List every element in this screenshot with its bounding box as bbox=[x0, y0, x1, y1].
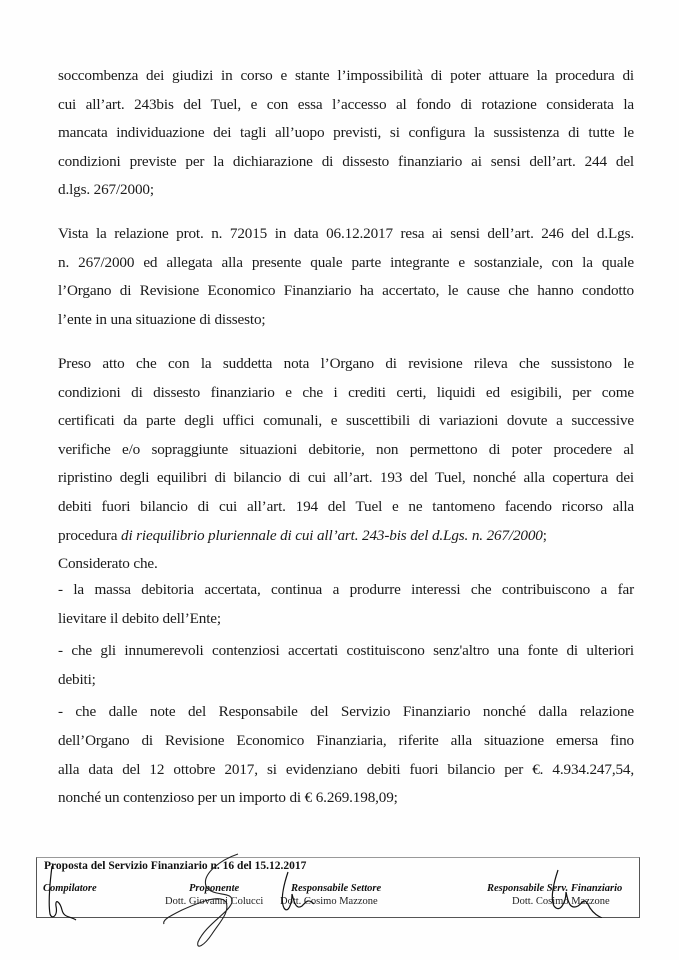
name-responsabile-finanziario: Dott. Cosimo Mazzone bbox=[512, 896, 610, 907]
text-line: condizioni previste per la dichiarazione di dissesto finanziario ai sensi dell’art. 244 del bbox=[58, 152, 634, 170]
role-compilatore: Compilatore bbox=[43, 883, 97, 894]
proposal-title: Proposta del Servizio Finanziario n. 16 del 15.12.2017 bbox=[44, 860, 307, 872]
text-line: cui all’art. 243bis del Tuel, e con essa l’accesso al fondo di rotazione considerata la bbox=[58, 95, 634, 113]
section-heading: Considerato che. bbox=[58, 555, 158, 572]
text-line: soccombenza dei giudizi in corso e stante l’impossibilità di poter attuare la procedura di bbox=[58, 67, 634, 84]
list-item bbox=[58, 576, 634, 633]
text-line: debiti; bbox=[58, 670, 96, 688]
text-line: ripristino degli equilibri di bilancio di cui all’art. 193 del Tuel, nonché alla copertura dei bbox=[58, 469, 634, 487]
text-line: condizioni di dissesto finanziario e che i crediti certi, liquidi ed esigibili, per come bbox=[58, 383, 634, 401]
role-responsabile-finanziario: Responsabile Serv. Finanziario bbox=[487, 883, 623, 894]
text-line-mixed bbox=[58, 522, 634, 551]
text-line: dell’Organo di Revisione Economico Finanziaria, riferite alla situazione emersa fino bbox=[58, 731, 634, 749]
text-line: nonché un contenzioso per un importo di € 6.269.198,09; bbox=[58, 789, 398, 807]
role-responsabile-settore: Responsabile Settore bbox=[291, 883, 382, 894]
name-responsabile-settore: Dott. Cosimo Mazzone bbox=[280, 896, 378, 907]
text-line: alla data del 12 ottobre 2017, si evidenziano debiti fuori bilancio per €. 4.934.247,54, bbox=[58, 760, 634, 778]
text-prefix: procedura bbox=[58, 526, 122, 544]
list-item bbox=[58, 637, 634, 694]
text-line: lievitare il debito dell’Ente; bbox=[58, 609, 221, 627]
text-suffix: ; bbox=[542, 526, 547, 544]
text-line: n. 267/2000 ed allegata alla presente quale parte integrante e sostanziale, con la quale bbox=[58, 253, 634, 271]
text-line: debiti fuori bilancio di cui all’art. 194 del Tuel e ne tantomeno facendo ricorso alla bbox=[58, 497, 634, 515]
proposal-signature-box bbox=[36, 857, 640, 918]
text-line: Preso atto che con la suddetta nota l’Organo di revisione rileva che sussistono le bbox=[58, 355, 634, 372]
text-line: mancata individuazione dei tagli all’uopo previsti, si configura la sussistenza di tutte le bbox=[58, 124, 634, 142]
text-line: l’Organo di Revisione Economico Finanziario ha accertato, le cause che hanno condotto bbox=[58, 282, 634, 300]
role-proponente: Proponente bbox=[189, 883, 240, 894]
text-line: - la massa debitoria accertata, continua a produrre interessi che contribuiscono a far bbox=[58, 581, 634, 598]
text-line: certificati da parte degli uffici comunali, e suscettibili di variazioni dovute a successive bbox=[58, 412, 634, 430]
text-line: - che gli innumerevoli contenziosi accertati costituiscono senz'altro una fonte di ulteriori bbox=[58, 642, 634, 660]
text-line: Vista la relazione prot. n. 72015 in data 06.12.2017 resa ai sensi dell’art. 246 del d.Lgs. bbox=[58, 225, 634, 242]
italic-citation: di riequilibrio pluriennale di cui all’art. 243-bis del d.Lgs. n. 267/2000 bbox=[121, 526, 543, 544]
paragraph-considerato bbox=[58, 552, 634, 813]
paragraph-vista-relazione bbox=[58, 220, 634, 334]
text-line: verifiche e/o sopraggiunte situazioni debitorie, non permettono di poter procedere al bbox=[58, 440, 634, 458]
paragraph-preso-atto bbox=[58, 350, 634, 550]
text-line: d.lgs. 267/2000; bbox=[58, 181, 154, 199]
paragraph-dissesto-conditions bbox=[58, 62, 634, 205]
text-line: - che dalle note del Responsabile del Servizio Finanziario nonché dalla relazione bbox=[58, 703, 634, 721]
list-item bbox=[58, 698, 634, 812]
text-line: l’ente in una situazione di dissesto; bbox=[58, 310, 266, 328]
name-proponente: Dott. Giovanni Colucci bbox=[165, 896, 264, 907]
